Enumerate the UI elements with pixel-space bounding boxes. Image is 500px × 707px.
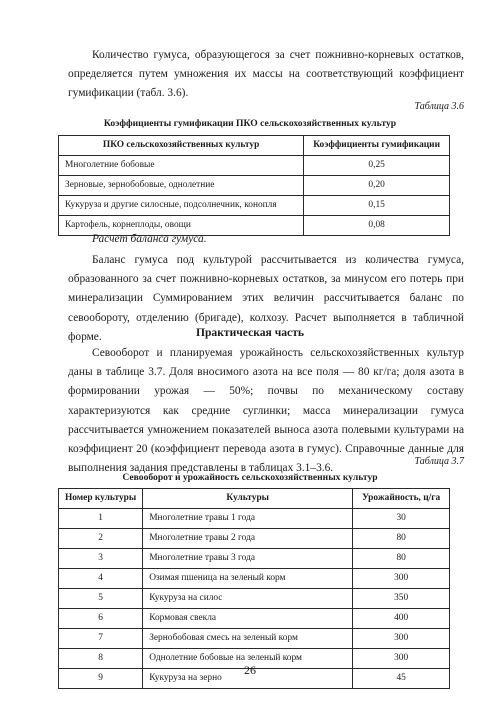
page-number: 26 — [244, 663, 256, 677]
table-cell: Многолетние травы 3 года — [143, 549, 353, 569]
table-cell: Кукуруза на силос — [143, 589, 353, 609]
table-cell: 0,25 — [304, 156, 450, 176]
table-cell: 80 — [353, 549, 450, 569]
table-cell: 8 — [59, 649, 143, 669]
table-row — [59, 196, 450, 216]
table-header-row — [59, 489, 450, 509]
intro-paragraph: Количество гумуса, образующегося за счет пожнивно-корневых остатков, определяется путем умножения их массы на соответствующий коэффициент гумификации (табл. 3.6). — [68, 49, 464, 100]
table-cell: 2 — [59, 529, 143, 549]
balance-heading: Расчет баланса гумуса. — [92, 233, 207, 245]
table-cell: 0,20 — [304, 176, 450, 196]
table-row — [59, 156, 450, 176]
table-cell: 6 — [59, 609, 143, 629]
crop-rotation-table — [58, 488, 450, 689]
table-cell: 350 — [353, 589, 450, 609]
table-cell: 7 — [59, 629, 143, 649]
table-row — [59, 609, 450, 629]
table-cell: 0,15 — [304, 196, 450, 216]
humification-table — [58, 135, 450, 236]
practical-heading: Практическая часть — [195, 326, 305, 339]
table-cell: 0,08 — [304, 216, 450, 236]
balance-paragraph: Баланс гумуса под культурой рассчитывается из количества гумуса, образованного за счет пожнивно-корневых остатков, за минусом его потерь при минерализации Суммированием этих величин рассчитывается баланс по севообороту, отделению (бригаде), колхозу. Расчет выполняется в табличной форме. — [68, 254, 464, 343]
column-header: Номер культуры — [59, 489, 143, 509]
table-row — [59, 589, 450, 609]
column-header: Культуры — [143, 489, 353, 509]
table-cell: 4 — [59, 569, 143, 589]
table-row — [59, 629, 450, 649]
practical-paragraph: Севооборот и планируемая урожайность сельскохозяйственных культур даны в таблице 3.7. Доля вносимого азота на все поля — 80 кг/га; доля азота в формировании урожая — 50%; почвы по механическому составу характеризуются как средние суглинки; масса минерализации гумуса рассчитывается умножением показателей выноса азота полевыми культурами на коэффициент 20 (коэффициент перевода азота в гумус). Справочные данные для выполнения задания представлены в таблицах 3.1–3.6. — [68, 347, 464, 475]
table-cell: 80 — [353, 529, 450, 549]
table-cell: Кормовая свекла — [143, 609, 353, 629]
table-3-7-title: Севооборот и урожайность сельскохозяйственных культур — [122, 472, 378, 483]
table-cell: Многолетние травы 1 года — [143, 509, 353, 529]
table-cell: Кукуруза и другие силосные, подсолнечник, конопля — [59, 196, 304, 216]
table-cell: 300 — [353, 649, 450, 669]
table-cell: Картофель, корнеплоды, овощи — [59, 216, 304, 236]
table-cell: 9 — [59, 669, 143, 689]
table-cell: 3 — [59, 549, 143, 569]
table-row — [59, 529, 450, 549]
table-3-7-number: Таблица 3.7 — [414, 456, 464, 467]
table-cell: 5 — [59, 589, 143, 609]
table-cell: Зерновые, зернобобовые, однолетние — [59, 176, 304, 196]
table-3-6-number: Таблица 3.6 — [414, 101, 464, 112]
table-cell: 400 — [353, 609, 450, 629]
table-cell: 30 — [353, 509, 450, 529]
table-row — [59, 509, 450, 529]
table-cell: Однолетние бобовые на зеленый корм — [143, 649, 353, 669]
table-3-6-title: Коэффициенты гумификации ПКО сельскохозяйственных культур — [103, 118, 397, 129]
column-header: Урожайность, ц/га — [353, 489, 450, 509]
table-row — [59, 569, 450, 589]
table-header-row — [59, 136, 450, 156]
column-header: Коэффициенты гумификации — [304, 136, 450, 156]
table-cell: 300 — [353, 629, 450, 649]
table-cell: Зернобобовая смесь на зеленый корм — [143, 629, 353, 649]
table-cell: Кукуруза на зерно — [143, 669, 353, 689]
table-cell: 1 — [59, 509, 143, 529]
table-cell: Многолетние бобовые — [59, 156, 304, 176]
table-cell: 300 — [353, 569, 450, 589]
table-row — [59, 549, 450, 569]
table-cell: 45 — [353, 669, 450, 689]
table-cell: Озимая пшеница на зеленый корм — [143, 569, 353, 589]
column-header: ПКО сельскохозяйственных культур — [59, 136, 304, 156]
table-cell: Многолетние травы 2 года — [143, 529, 353, 549]
table-row — [59, 176, 450, 196]
